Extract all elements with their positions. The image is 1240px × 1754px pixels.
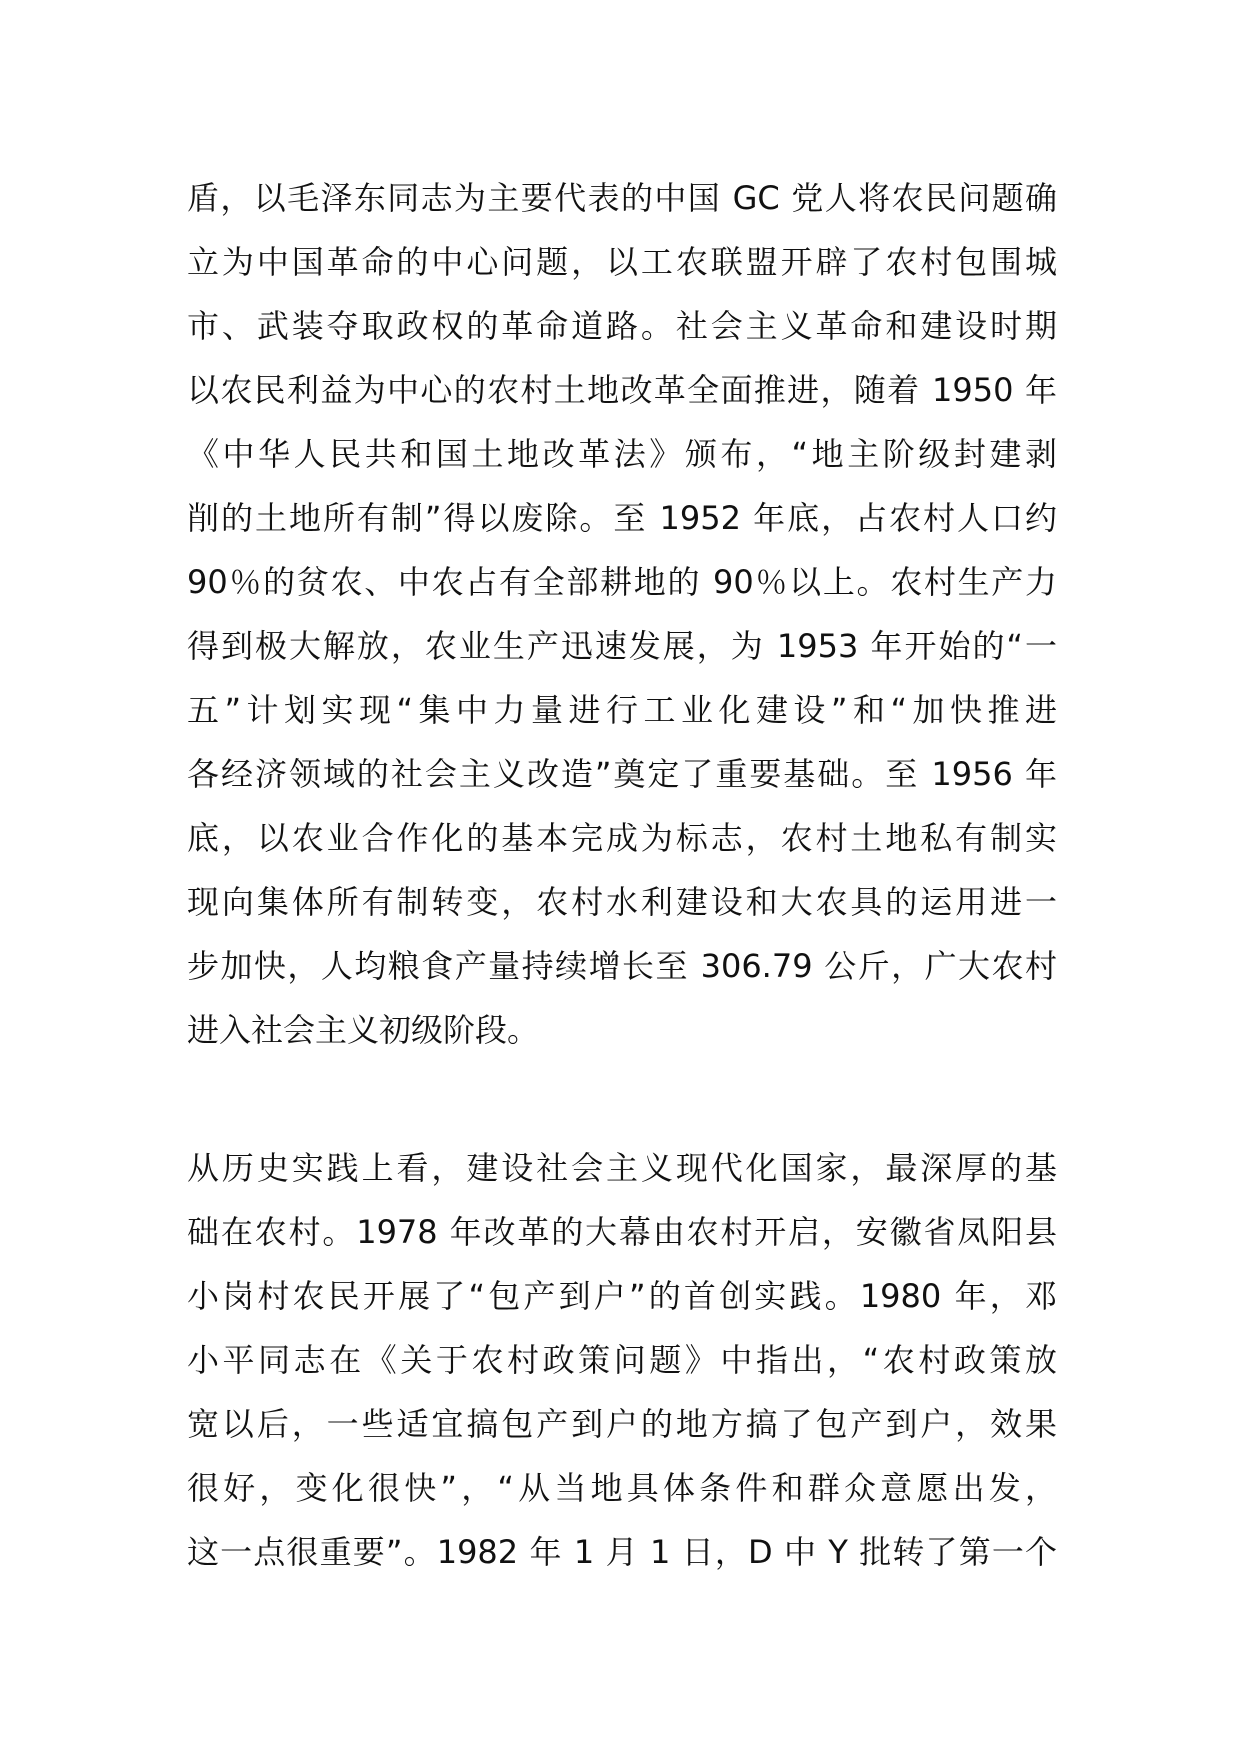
text-line: 盾，以毛泽东同志为主要代表的中国 GC 党人将农民问题确	[187, 179, 1057, 217]
paragraph-reform-practice	[187, 1136, 1057, 1584]
text-line: 现向集体所有制转变，农村水利建设和大农具的运用进一	[187, 883, 1057, 921]
text-line: 市、武装夺取政权的革命道路。社会主义革命和建设时期	[187, 307, 1057, 345]
text-line: 削的土地所有制”得以废除。至 1952 年底，占农村人口约	[187, 499, 1057, 537]
text-line: 立为中国革命的中心问题，以工农联盟开辟了农村包围城	[187, 243, 1057, 281]
text-line: 以农民利益为中心的农村土地改革全面推进，随着 1950 年	[187, 371, 1057, 409]
text-line: 底，以农业合作化的基本完成为标志，农村土地私有制实	[187, 819, 1057, 857]
text-line: 各经济领域的社会主义改造”奠定了重要基础。至 1956 年	[187, 755, 1057, 793]
text-line: 步加快，人均粮食产量持续增长至 306.79 公斤，广大农村	[187, 947, 1057, 985]
text-line: 五”计划实现“集中力量进行工业化建设”和“加快推进	[187, 691, 1057, 729]
text-line: 《中华人民共和国土地改革法》颁布，“地主阶级封建剥	[187, 435, 1057, 473]
text-line: 小平同志在《关于农村政策问题》中指出，“农村政策放	[187, 1341, 1057, 1379]
text-line: 进入社会主义初级阶段。	[187, 1011, 540, 1049]
paragraph-rural-land-reform	[187, 166, 1057, 1062]
text-line: 宽以后，一些适宜搞包产到户的地方搞了包产到户，效果	[187, 1405, 1057, 1443]
text-line: 础在农村。1978 年改革的大幕由农村开启，安徽省凤阳县	[187, 1213, 1057, 1251]
text-line: 小岗村农民开展了“包产到户”的首创实践。1980 年，邓	[187, 1277, 1057, 1315]
text-line: 从历史实践上看，建设社会主义现代化国家，最深厚的基	[187, 1149, 1057, 1187]
text-line: 得到极大解放，农业生产迅速发展，为 1953 年开始的“一	[187, 627, 1057, 665]
text-line: 这一点很重要”。1982 年 1 月 1 日，D 中 Y 批转了第一个	[187, 1533, 1057, 1571]
text-line: 90％的贫农、中农占有全部耕地的 90％以上。农村生产力	[187, 563, 1057, 601]
text-line: 很好，变化很快”，“从当地具体条件和群众意愿出发，	[187, 1469, 1057, 1507]
